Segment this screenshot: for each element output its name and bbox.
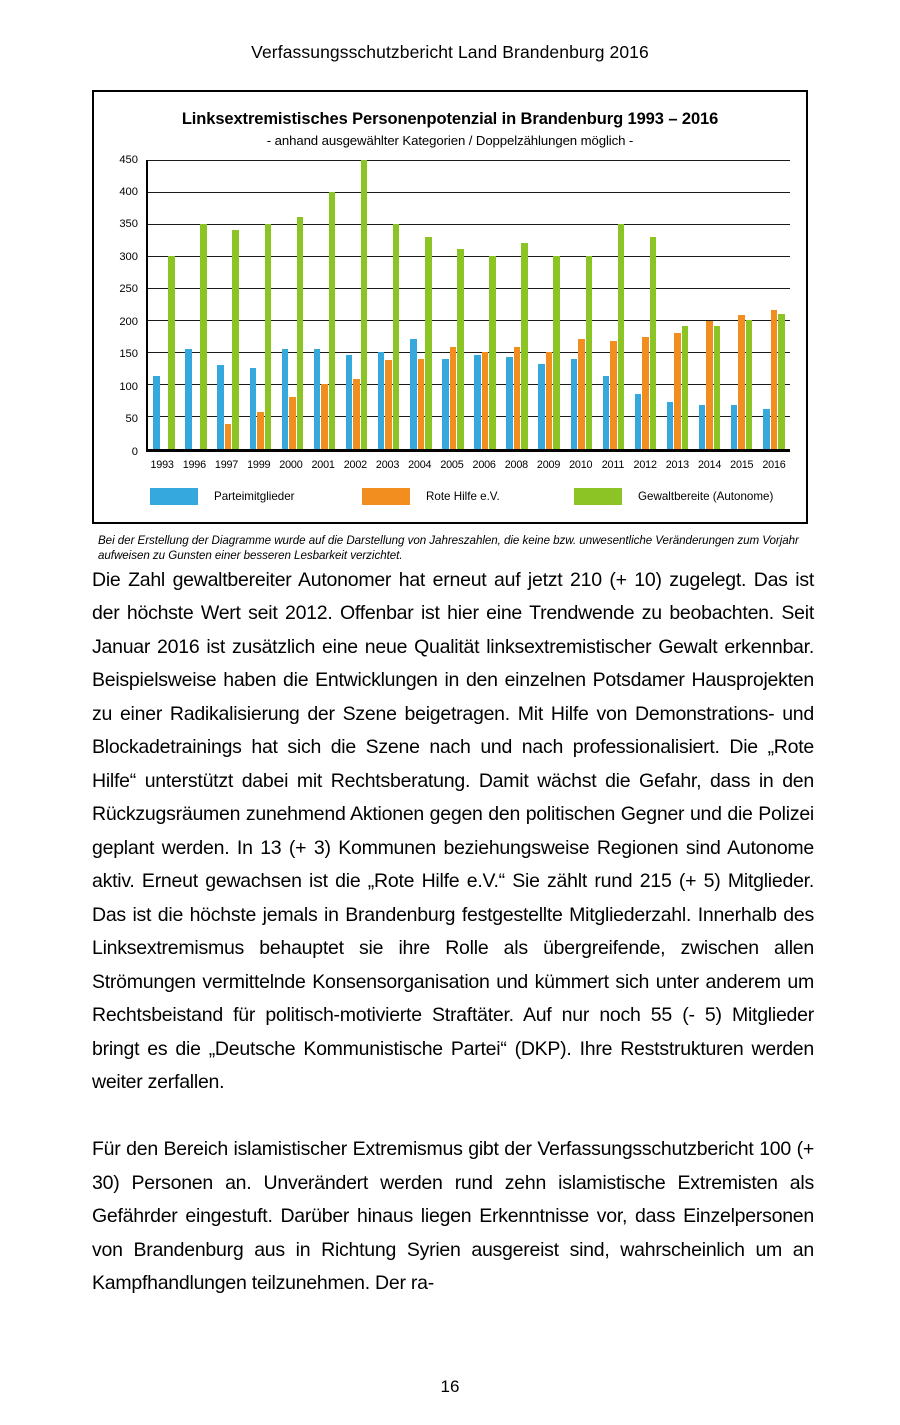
bar-group (597, 160, 629, 449)
bar (635, 394, 642, 449)
x-axis-tick: 2011 (601, 458, 625, 471)
bar (410, 339, 417, 448)
bars-layer (148, 160, 790, 449)
bar-group (501, 160, 533, 449)
bar (538, 364, 545, 449)
bar-group (629, 160, 661, 449)
bar-group (694, 160, 726, 449)
bar (706, 321, 713, 448)
bar (297, 217, 304, 448)
x-axis-tick: 2000 (279, 458, 303, 471)
bar (521, 243, 528, 449)
bar (314, 349, 321, 449)
legend-item (150, 488, 362, 505)
chart-frame (92, 90, 808, 524)
bar (425, 237, 432, 449)
x-axis-tick: 2004 (408, 458, 432, 471)
y-axis-tick: 200 (119, 315, 138, 328)
bar-group (469, 160, 501, 449)
x-axis-tick: 2010 (569, 458, 593, 471)
bar-group (244, 160, 276, 449)
bar-group (662, 160, 694, 449)
bar (457, 249, 464, 448)
bar (257, 412, 264, 449)
bar (738, 315, 745, 449)
bar (168, 256, 175, 449)
bar (329, 192, 336, 449)
bar-group (437, 160, 469, 449)
figure-caption: Bei der Erstellung der Diagramme wurde auf die Darstellung von Jahreszahlen, die keine bzw. unwesentliche Veränderungen zum Vorjahr aufweisen zu Gunsten einer besseren Lesbarkeit verzichtet. (98, 533, 799, 563)
bar (553, 256, 560, 449)
bar (571, 359, 578, 449)
bar (474, 355, 481, 448)
chart-title: Linksextremistisches Personenpotenzial in Brandenburg 1993 – 2016 (181, 109, 719, 128)
running-head: Verfassungsschutzbericht Land Brandenburg 2016 (251, 42, 649, 62)
bar (418, 359, 425, 449)
bar (378, 352, 385, 448)
bar (682, 326, 689, 448)
bar (385, 360, 392, 449)
bar-group (180, 160, 212, 449)
plot-outer (108, 153, 792, 458)
bar (674, 333, 681, 449)
x-axis-tick: 2013 (665, 458, 689, 471)
bar (442, 359, 449, 449)
x-axis-tick: 2006 (472, 458, 496, 471)
bar (217, 365, 224, 448)
plot-area (146, 160, 790, 452)
x-axis-tick: 2002 (343, 458, 367, 471)
y-axis-tick: 350 (119, 218, 138, 231)
bar (393, 224, 400, 449)
x-axis-tick: 2009 (536, 458, 561, 471)
bar (489, 256, 496, 449)
bar-group (148, 160, 180, 449)
y-axis-tick: 0 (131, 445, 138, 458)
bar (153, 376, 160, 449)
bar (250, 368, 257, 448)
legend-label: Rote Hilfe e.V. (426, 489, 500, 503)
bar (282, 349, 289, 449)
y-axis-tick: 250 (119, 283, 138, 296)
bar (506, 357, 513, 449)
figure-container (92, 90, 810, 524)
paragraph-2: Für den Bereich islamistischer Extremismus gibt der Verfassungsschutzbericht 100 (+ 30) Personen an. Unverändert werden rund zehn islamistische Extremisten als Gefährder eingestuft. Darüber hinaus liegen Erkenntnisse vor, dass Einzelpersonen von Brandenburg aus in Richtung Syrien ausgereist sind, wahrscheinlich um an Kampfhandlungen teilzunehmen. Der ra- (92, 1138, 814, 1295)
x-axis (146, 459, 790, 471)
bar (514, 347, 521, 448)
bar-group (758, 160, 790, 449)
bar-group (308, 160, 340, 449)
bar (361, 160, 368, 449)
bar (731, 405, 738, 449)
bar (265, 224, 272, 449)
bar (482, 352, 489, 448)
x-axis-tick: 2003 (375, 458, 400, 471)
bar (763, 409, 770, 449)
bar (346, 355, 353, 448)
y-axis-tick: 400 (119, 185, 138, 198)
bar-group (212, 160, 244, 449)
bar (778, 314, 785, 449)
x-axis-tick: 1999 (247, 458, 271, 471)
legend-label: Gewaltbereite (Autonome) (638, 489, 774, 503)
bar (642, 337, 649, 448)
bar-group (533, 160, 565, 449)
bar (603, 376, 610, 449)
bar (321, 384, 328, 448)
bar (353, 379, 360, 448)
bar (546, 352, 553, 448)
bar (771, 310, 778, 448)
bar (650, 237, 657, 449)
bar (610, 341, 617, 449)
y-axis-tick: 300 (119, 250, 138, 263)
legend-item (574, 488, 786, 505)
y-axis-tick: 450 (119, 153, 138, 166)
legend-swatch (150, 488, 198, 505)
bar (586, 256, 593, 449)
page-number: 16 (440, 1377, 460, 1396)
bar (746, 320, 753, 448)
bar (618, 224, 625, 449)
x-axis-tick: 2005 (440, 458, 464, 471)
x-axis-tick: 2016 (762, 458, 786, 471)
x-axis-tick: 2014 (697, 458, 722, 471)
chart-legend (108, 488, 792, 505)
x-axis-tick: 1997 (214, 458, 239, 471)
bar (667, 402, 674, 448)
x-axis-tick: 2001 (311, 458, 335, 471)
bar (225, 424, 232, 448)
bar-group (341, 160, 373, 449)
y-axis-tick: 100 (119, 380, 138, 393)
y-axis-tick: 150 (119, 348, 138, 361)
bar-group (565, 160, 597, 449)
bar-group (373, 160, 405, 449)
bar (185, 349, 192, 449)
x-axis-tick: 1996 (182, 458, 206, 471)
body-copy (92, 564, 814, 1301)
bar (200, 224, 207, 449)
bar (699, 405, 706, 449)
bar (289, 397, 296, 448)
bar-group (276, 160, 308, 449)
bar (450, 347, 457, 448)
y-axis-tick: 50 (125, 413, 138, 426)
x-axis-tick: 2015 (730, 458, 754, 471)
x-axis-tick: 2008 (504, 458, 528, 471)
bar-group (726, 160, 758, 449)
x-axis-tick: 2012 (633, 458, 657, 471)
paragraph-1: Die Zahl gewaltbereiter Autonomer hat erneut auf jetzt 210 (+ 10) zugelegt. Das ist der höchste Wert seit 2012. Offenbar ist hier eine Trendwende zu beobachten. Seit Januar 2016 ist zusätzlich eine neue Qualität linksextremistischer Gewalt erkennbar. Beispielsweise haben die Entwicklungen in den einzelnen Potsdamer Hausprojekten zu einer Radikalisierung der Szene beigetragen. Mit Hilfe von Demonstrations- und Blockadetrainings hat sich die Szene nach und nach professionalisiert. Die „Rote Hilfe“ unterstützt dabei mit Rechtsberatung. Damit wächst die Gefahr, dass in den Rückzugsräumen zunehmend Aktionen gegen den politischen Gegner und die Polizei geplant werden. In 13 (+ 3) Kommunen beziehungsweise Regionen sind Autonome aktiv. Erneut gewachsen ist die „Rote Hilfe e.V.“ Sie zählt rund 215 (+ 5) Mitglieder. Das ist die höchste jemals in Brandenburg festgestellte Mitgliederzahl. Innerhalb des Linksextremismus behauptet sie ihre Rolle als übergreifende, zwischen allen Strömungen vermittelnde Konsensorganisation und kümmert sich unter anderem um Rechtsbeistand für politisch-motivierte Straftäter. Auf nur noch 55 (- 5) Mitglieder bringt es die „Deutsche Kommunistische Partei“ (DKP). Ihre Reststrukturen werden weiter zerfallen. (92, 568, 814, 1094)
bar (578, 339, 585, 448)
bar-group (405, 160, 437, 449)
legend-item (362, 488, 574, 505)
x-axis-tick: 1993 (150, 458, 174, 471)
chart-subtitle: - anhand ausgewählter Kategorien / Doppelzählungen möglich - (266, 132, 634, 148)
bar (232, 230, 239, 448)
legend-label: Parteimitglieder (214, 489, 295, 503)
legend-swatch (362, 488, 410, 505)
y-axis (108, 153, 142, 458)
bar (714, 326, 721, 448)
legend-swatch (574, 488, 622, 505)
